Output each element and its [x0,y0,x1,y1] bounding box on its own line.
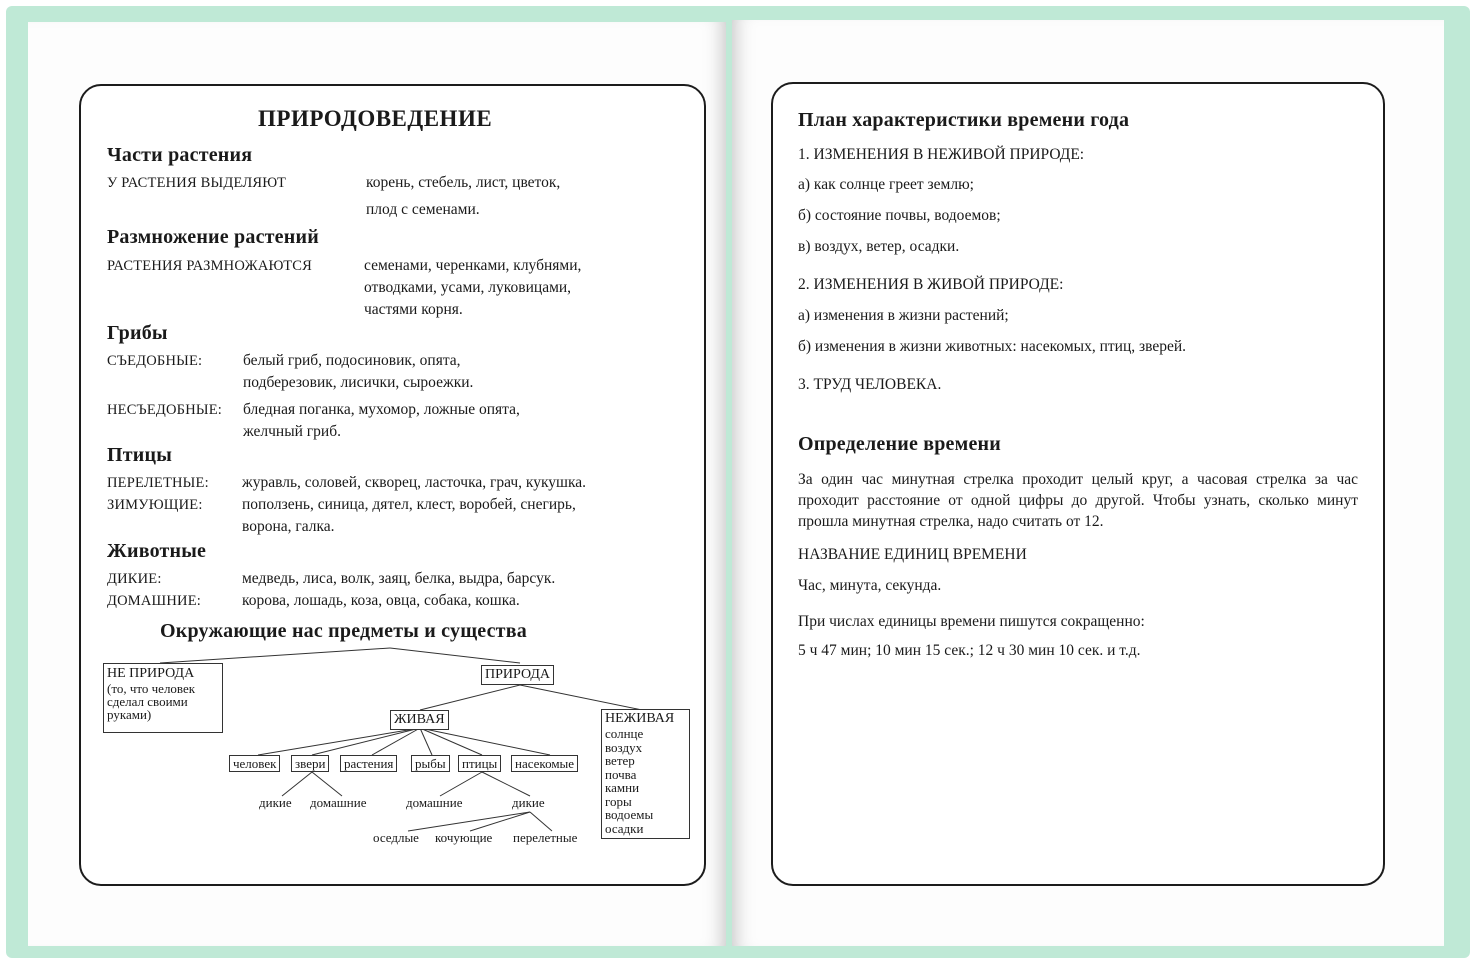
edible-line2: подберезовик, лисички, сыроежки. [243,374,474,391]
plan-item1b: б) состояние почвы, водоемов; [798,207,1001,224]
connector-insects [420,728,550,755]
beasts-wild: дикие [259,795,292,810]
nonliving-title: НЕЖИВАЯ [605,711,675,726]
not-nature-box [103,663,223,733]
reproduction-line1: семенами, черенками, клубнями, [364,257,582,274]
connector-migratory [530,812,552,831]
connector-birds-domestic [440,772,482,796]
inedible-line1: бледная поганка, мухомор, ложные опята, [243,401,520,418]
migratory-line: журавль, соловей, скворец, ласточка, грач, кукушка. [242,474,587,491]
migratory-label: ПЕРЕЛЕТНЫЕ: [107,475,209,491]
connector-beasts-wild [282,772,312,796]
birds-nomadic: кочующие [435,830,493,845]
category-plants: растения [340,755,397,772]
birds-heading: Птицы [107,444,173,466]
connector-not-nature [160,648,390,663]
domestic-label: ДОМАШНИЕ: [107,593,201,609]
nonliving-item: водоемы [605,807,654,822]
plan-item1c: в) воздух, ветер, осадки. [798,238,960,255]
parts-line2: плод с семенами. [366,201,480,218]
connector-living [420,685,520,710]
reproduction-heading: Размножение растений [107,226,319,248]
not-nature-title: НЕ ПРИРОДА [107,666,195,681]
nonliving-item: горы [605,793,632,809]
living-box: ЖИВАЯ [390,710,449,730]
birds-migratory: перелетные [513,830,578,845]
connector-sedentary [408,812,530,831]
parts-line1: корень, стебель, лист, цветок, [366,174,561,191]
wintering-line1: поползень, синица, дятел, клест, воробей, снегирь, [242,496,576,513]
category-fish: рыбы [411,755,450,772]
diagram-heading: Окружающие нас предметы и существа [160,620,527,642]
birds-sedentary: оседлые [373,830,419,845]
wintering-line2: ворона, галка. [242,518,335,535]
not-nature-desc-1: (то, что человек [107,681,196,696]
connector-birds-wild [482,772,530,796]
plan-item2: 2. ИЗМЕНЕНИЯ В ЖИВОЙ ПРИРОДЕ: [798,276,1064,293]
units-heading: НАЗВАНИЕ ЕДИНИЦ ВРЕМЕНИ [798,546,1027,563]
category-insects: насекомые [511,755,578,772]
beasts-domestic: домашние [310,795,367,810]
abbrev-example: 5 ч 47 мин; 10 мин 15 сек.; 12 ч 30 мин 10 сек. и т.д. [798,642,1141,659]
category-beasts: звери [291,755,329,772]
category-birds: птицы [458,755,501,772]
not-nature-desc-2: сделал своими [107,694,188,709]
nonliving-item: камни [605,780,640,795]
units-list: Час, минута, секунда. [798,577,942,594]
nonliving-item: осадки [605,820,644,836]
not-nature-desc-3: руками) [107,707,152,722]
plan-item2a: а) изменения в жизни растений; [798,307,1009,324]
plan-item3: 3. ТРУД ЧЕЛОВЕКА. [798,376,942,393]
nature-box: ПРИРОДА [481,665,554,685]
birds-wild: дикие [512,795,545,810]
reproduction-line2: отводками, усами, луковицами, [364,279,572,296]
connector-nature [390,648,520,663]
abbrev-note: При числах единицы времени пишутся сокращенно: [798,613,1145,630]
category-human: человек [229,755,280,772]
reproduction-label: РАСТЕНИЯ РАЗМНОЖАЮТСЯ [107,258,313,274]
time-heading: Определение времени [798,433,1001,455]
edible-line1: белый гриб, подосиновик, опята, [243,352,461,369]
parts-heading: Части растения [107,144,253,166]
reproduction-line3: частями корня. [364,301,463,318]
connector-nonliving [520,685,642,710]
wintering-label: ЗИМУЮЩИЕ: [107,497,203,513]
inedible-line2: желчный гриб. [243,423,341,440]
inedible-label: НЕСЪЕДОБНЫЕ: [107,402,222,418]
page-title: ПРИРОДОВЕДЕНИЕ [258,106,493,131]
plan-heading: План характеристики времени года [798,109,1130,131]
edible-label: СЪЕДОБНЫЕ: [107,353,203,369]
plan-item1: 1. ИЗМЕНЕНИЯ В НЕЖИВОЙ ПРИРОДЕ: [798,146,1085,163]
nonliving-item: солнце [605,726,644,741]
mushrooms-heading: Грибы [107,322,168,344]
parts-label: У РАСТЕНИЯ ВЫДЕЛЯЮТ [107,175,287,191]
nonliving-item: ветер [605,753,635,768]
nonliving-item: воздух [605,739,643,755]
wild-line: медведь, лиса, волк, заяц, белка, выдра, барсук. [242,570,556,587]
connector-birds [420,728,482,755]
wild-label: ДИКИЕ: [107,571,162,587]
domestic-line: корова, лошадь, коза, овца, собака, кошка. [242,592,520,609]
nonliving-item: почва [605,766,637,782]
birds-domestic: домашние [406,795,463,810]
plan-item2b: б) изменения в жизни животных: насекомых, птиц, зверей. [798,338,1187,355]
connector-nomadic [470,812,530,831]
connector-beasts [312,728,420,755]
animals-heading: Животные [107,540,207,562]
connector-beasts-domestic [312,772,342,796]
plan-item1a: а) как солнце греет землю; [798,176,974,193]
nonliving-box [601,709,690,839]
time-paragraph: За один час минутная стрелка проходит целый круг, а часовая стрелка за час проходит расстояние от одной цифры до другой. Чтобы узнать, сколько минут прошла минутная стрелка, надо считать от 12. [798,471,1358,530]
